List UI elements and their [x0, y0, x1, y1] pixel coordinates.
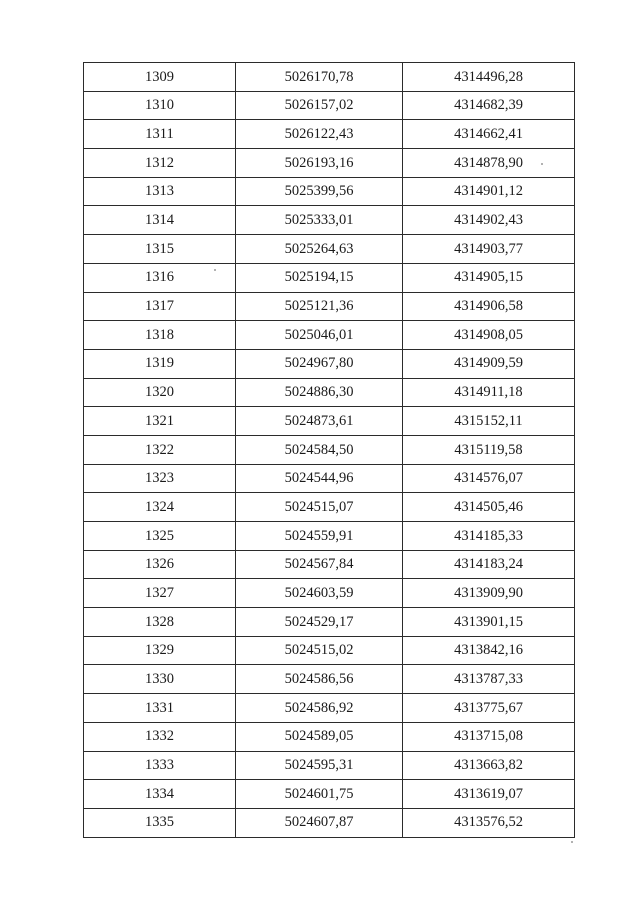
y-coordinate-cell: 4315152,11 — [403, 407, 575, 436]
y-coordinate-cell: 4314496,28 — [403, 63, 575, 92]
point-number-cell: 1320 — [84, 378, 236, 407]
y-coordinate-cell: 4315119,58 — [403, 435, 575, 464]
table-row — [84, 263, 575, 292]
x-coordinate-cell: 5024607,87 — [236, 808, 403, 837]
y-coordinate-cell: 4314909,59 — [403, 349, 575, 378]
y-coordinate-cell: 4314662,41 — [403, 120, 575, 149]
y-coordinate-cell: 4314902,43 — [403, 206, 575, 235]
y-coordinate-cell: 4314906,58 — [403, 292, 575, 321]
table-row — [84, 608, 575, 637]
point-number-cell: 1325 — [84, 522, 236, 551]
coordinates-table — [83, 62, 575, 838]
point-number-cell: 1313 — [84, 177, 236, 206]
point-number-cell: 1315 — [84, 235, 236, 264]
table-row — [84, 149, 575, 178]
y-coordinate-cell: 4314185,33 — [403, 522, 575, 551]
point-number-cell: 1327 — [84, 579, 236, 608]
y-coordinate-cell: 4313619,07 — [403, 780, 575, 809]
point-number-cell: 1318 — [84, 321, 236, 350]
y-coordinate-cell: 4314576,07 — [403, 464, 575, 493]
x-coordinate-cell: 5024567,84 — [236, 550, 403, 579]
point-number-cell: 1321 — [84, 407, 236, 436]
x-coordinate-cell: 5024886,30 — [236, 378, 403, 407]
x-coordinate-cell: 5024586,92 — [236, 694, 403, 723]
table-row — [84, 120, 575, 149]
point-number-cell: 1334 — [84, 780, 236, 809]
table-row — [84, 636, 575, 665]
table-row — [84, 177, 575, 206]
x-coordinate-cell: 5024589,05 — [236, 722, 403, 751]
table-row — [84, 464, 575, 493]
point-number-cell: 1324 — [84, 493, 236, 522]
y-coordinate-cell: 4314908,05 — [403, 321, 575, 350]
x-coordinate-cell: 5024515,02 — [236, 636, 403, 665]
y-coordinate-cell: 4314903,77 — [403, 235, 575, 264]
point-number-cell: 1333 — [84, 751, 236, 780]
y-coordinate-cell: 4314682,39 — [403, 91, 575, 120]
table-row — [84, 435, 575, 464]
table-row — [84, 349, 575, 378]
scan-speck — [571, 841, 573, 843]
table-row — [84, 694, 575, 723]
table-row — [84, 206, 575, 235]
x-coordinate-cell: 5025333,01 — [236, 206, 403, 235]
point-number-cell: 1310 — [84, 91, 236, 120]
table-row — [84, 292, 575, 321]
point-number-cell: 1316 — [84, 263, 236, 292]
x-coordinate-cell: 5024603,59 — [236, 579, 403, 608]
y-coordinate-cell: 4314905,15 — [403, 263, 575, 292]
table-row — [84, 722, 575, 751]
scan-speck — [214, 269, 216, 271]
y-coordinate-cell: 4314878,90 — [403, 149, 575, 178]
table-row — [84, 780, 575, 809]
x-coordinate-cell: 5025264,63 — [236, 235, 403, 264]
x-coordinate-cell: 5024515,07 — [236, 493, 403, 522]
x-coordinate-cell: 5025121,36 — [236, 292, 403, 321]
table-row — [84, 235, 575, 264]
x-coordinate-cell: 5024873,61 — [236, 407, 403, 436]
point-number-cell: 1312 — [84, 149, 236, 178]
x-coordinate-cell: 5026170,78 — [236, 63, 403, 92]
scan-speck — [541, 163, 543, 165]
y-coordinate-cell: 4313909,90 — [403, 579, 575, 608]
x-coordinate-cell: 5026157,02 — [236, 91, 403, 120]
x-coordinate-cell: 5024584,50 — [236, 435, 403, 464]
table-row — [84, 808, 575, 837]
table-row — [84, 522, 575, 551]
table-row — [84, 378, 575, 407]
x-coordinate-cell: 5025194,15 — [236, 263, 403, 292]
x-coordinate-cell: 5024586,56 — [236, 665, 403, 694]
y-coordinate-cell: 4313842,16 — [403, 636, 575, 665]
table-row — [84, 550, 575, 579]
point-number-cell: 1330 — [84, 665, 236, 694]
table-row — [84, 91, 575, 120]
x-coordinate-cell: 5024544,96 — [236, 464, 403, 493]
x-coordinate-cell: 5024559,91 — [236, 522, 403, 551]
x-coordinate-cell: 5026193,16 — [236, 149, 403, 178]
y-coordinate-cell: 4314183,24 — [403, 550, 575, 579]
x-coordinate-cell: 5024595,31 — [236, 751, 403, 780]
y-coordinate-cell: 4314911,18 — [403, 378, 575, 407]
point-number-cell: 1317 — [84, 292, 236, 321]
y-coordinate-cell: 4313775,67 — [403, 694, 575, 723]
table-row — [84, 63, 575, 92]
table-row — [84, 321, 575, 350]
y-coordinate-cell: 4313715,08 — [403, 722, 575, 751]
point-number-cell: 1332 — [84, 722, 236, 751]
point-number-cell: 1323 — [84, 464, 236, 493]
y-coordinate-cell: 4314901,12 — [403, 177, 575, 206]
point-number-cell: 1328 — [84, 608, 236, 637]
point-number-cell: 1309 — [84, 63, 236, 92]
point-number-cell: 1311 — [84, 120, 236, 149]
point-number-cell: 1319 — [84, 349, 236, 378]
table-row — [84, 407, 575, 436]
x-coordinate-cell: 5025399,56 — [236, 177, 403, 206]
point-number-cell: 1322 — [84, 435, 236, 464]
y-coordinate-cell: 4313663,82 — [403, 751, 575, 780]
x-coordinate-cell: 5024967,80 — [236, 349, 403, 378]
table-row — [84, 751, 575, 780]
point-number-cell: 1314 — [84, 206, 236, 235]
x-coordinate-cell: 5024601,75 — [236, 780, 403, 809]
table-row — [84, 579, 575, 608]
x-coordinate-cell: 5025046,01 — [236, 321, 403, 350]
coordinates-table-body — [84, 63, 575, 838]
y-coordinate-cell: 4313576,52 — [403, 808, 575, 837]
x-coordinate-cell: 5026122,43 — [236, 120, 403, 149]
point-number-cell: 1331 — [84, 694, 236, 723]
point-number-cell: 1335 — [84, 808, 236, 837]
x-coordinate-cell: 5024529,17 — [236, 608, 403, 637]
table-row — [84, 493, 575, 522]
point-number-cell: 1329 — [84, 636, 236, 665]
y-coordinate-cell: 4313901,15 — [403, 608, 575, 637]
y-coordinate-cell: 4314505,46 — [403, 493, 575, 522]
table-row — [84, 665, 575, 694]
y-coordinate-cell: 4313787,33 — [403, 665, 575, 694]
point-number-cell: 1326 — [84, 550, 236, 579]
